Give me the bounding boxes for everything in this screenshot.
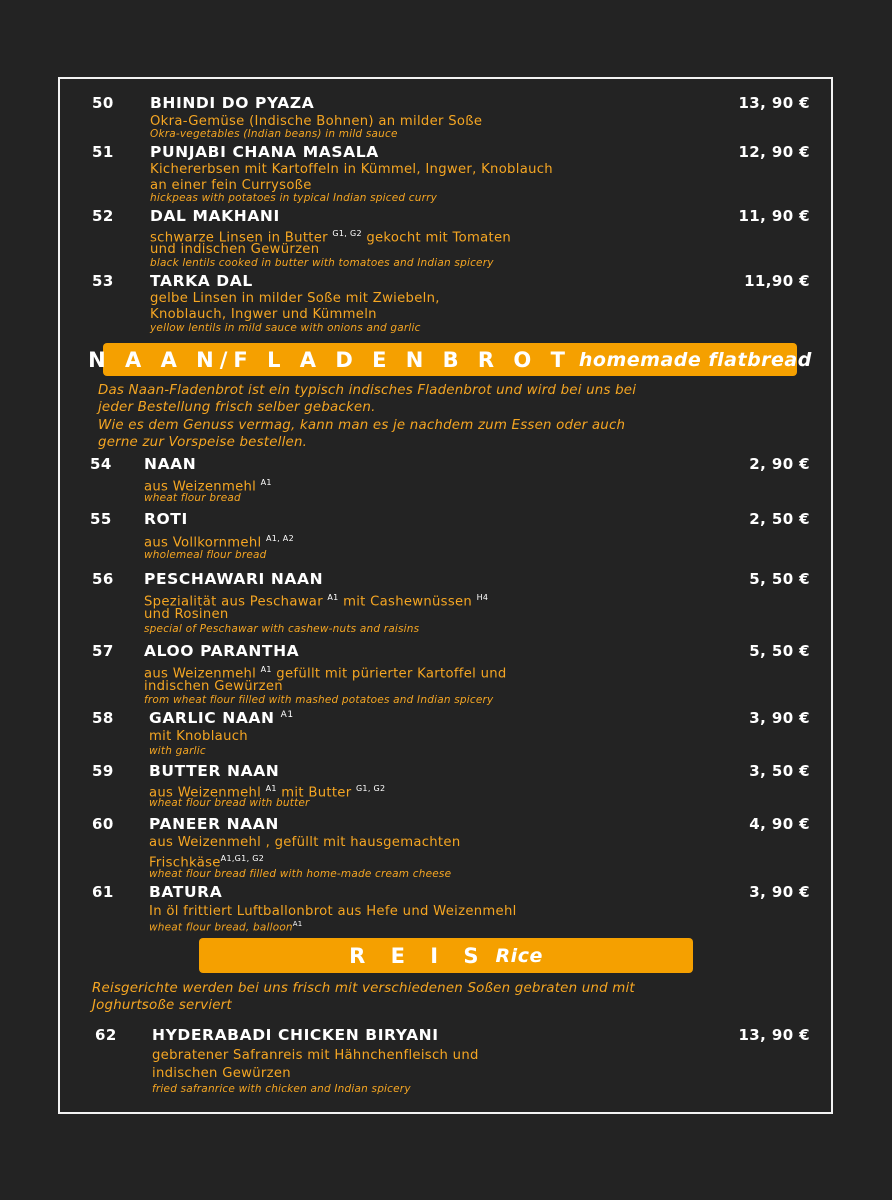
item-description-de: aus Weizenmehl $^{A1}$ mit Butter $^{G1, G2}$: [149, 784, 386, 801]
item-description-de: Kichererbsen mit Kartoffeln in Kümmel, Ingwer, Knoblauch: [150, 162, 553, 177]
item-name: NAAN: [144, 455, 197, 473]
item-name: HYDERABADI CHICKEN BIRYANI: [152, 1026, 439, 1044]
item-description-de: und indischen Gewürzen: [150, 242, 320, 257]
item-description-en: black lentils cooked in butter with tomatoes and Indian spicery: [150, 257, 494, 269]
item-number: 56: [92, 570, 114, 588]
item-description-de: aus Weizenmehl $^{A1}$ gefüllt mit pürierter Kartoffel und: [144, 665, 507, 682]
item-price: 5, 50 €: [749, 642, 810, 660]
item-description-en: wheat flour bread filled with home-made cream cheese: [149, 868, 452, 880]
item-number: 51: [92, 143, 114, 161]
item-number: 57: [92, 642, 114, 660]
item-number: 61: [92, 883, 114, 901]
item-name: BATURA: [149, 883, 223, 901]
item-description-en: hickpeas with potatoes in typical Indian spiced curry: [150, 192, 438, 204]
item-description-en: Okra-vegetables (Indian beans) in mild sauce: [150, 128, 398, 140]
naan-section-title: N A A N/F L A D E N B R O T: [88, 347, 571, 372]
item-number: 62: [95, 1026, 117, 1044]
item-description-de: und Rosinen: [144, 607, 229, 622]
item-description-de: gelbe Linsen in milder Soße mit Zwiebeln,: [150, 291, 440, 306]
item-description-de: Knoblauch, Ingwer und Kümmeln: [150, 307, 377, 322]
rice-section-title: R E I S: [349, 943, 488, 968]
rice-section-subtitle: Rice: [495, 944, 543, 967]
item-description-en: wheat flour bread: [144, 492, 241, 504]
item-price: 3, 50 €: [749, 762, 810, 780]
item-description-de: Okra-Gemüse (Indische Bohnen) an milder Soße: [150, 114, 483, 129]
item-price: 11, 90 €: [738, 207, 810, 225]
item-number: 55: [90, 510, 112, 528]
item-number: 58: [92, 709, 114, 727]
item-description-de: aus Vollkornmehl $^{A1, A2}$: [144, 534, 294, 551]
naan-section-subtitle: homemade flatbread: [578, 348, 812, 371]
item-name: PESCHAWARI NAAN: [144, 570, 324, 588]
item-name: DAL MAKHANI: [150, 207, 280, 225]
item-name: PUNJABI CHANA MASALA: [150, 143, 379, 161]
item-description-de: schwarze Linsen in Butter $^{G1, G2}$ gekocht mit Tomaten: [150, 229, 512, 246]
item-price: 2, 50 €: [749, 510, 810, 528]
item-description-de: gebratener Safranreis mit Hähnchenfleisch und: [152, 1048, 479, 1063]
item-description-de: mit Knoblauch: [149, 729, 248, 744]
item-name: ROTI: [144, 510, 188, 528]
rice-section-intro: Reisgerichte werden bei uns frisch mit verschiedenen Soßen gebraten und mit Joghurtsoße serviert: [92, 981, 635, 1014]
item-description-en: yellow lentils in mild sauce with onions and garlic: [150, 322, 421, 334]
item-price: 12, 90 €: [738, 143, 810, 161]
rice-section-banner: [199, 938, 693, 973]
item-description-en: fried safranrice with chicken and Indian spicery: [152, 1083, 411, 1095]
naan-section-banner: [88, 343, 812, 376]
item-description-en: wheat flour bread with butter: [149, 797, 310, 809]
item-number: 50: [92, 94, 114, 112]
item-name: BUTTER NAAN: [149, 762, 280, 780]
item-description-en: with garlic: [149, 745, 206, 757]
item-name: GARLIC NAAN $^{A1}$: [149, 709, 294, 727]
item-number: 54: [90, 455, 112, 473]
item-name: PANEER NAAN: [149, 815, 279, 833]
item-description-en: special of Peschawar with cashew-nuts and raisins: [144, 623, 420, 635]
item-description-de: In öl frittiert Luftballonbrot aus Hefe und Weizenmehl: [149, 904, 517, 919]
item-price: 3, 90 €: [749, 883, 810, 901]
item-price: 13, 90 €: [738, 1026, 810, 1044]
item-description-en: wheat flour bread, balloon$^{A1}$: [149, 920, 303, 934]
item-description-en: from wheat flour filled with mashed potatoes and Indian spicery: [144, 694, 494, 706]
item-price: 5, 50 €: [749, 570, 810, 588]
item-number: 53: [92, 272, 114, 290]
item-price: 13, 90 €: [738, 94, 810, 112]
item-description-de: aus Weizenmehl , gefüllt mit hausgemachten: [149, 835, 461, 850]
item-description-de: an einer fein Currysoße: [150, 178, 312, 193]
item-description-de: aus Weizenmehl $^{A1}$: [144, 478, 272, 495]
item-number: 59: [92, 762, 114, 780]
item-name: BHINDI DO PYAZA: [150, 94, 315, 112]
item-description-de: indischen Gewürzen: [152, 1066, 291, 1081]
item-description-en: wholemeal flour bread: [144, 549, 267, 561]
item-description-de: indischen Gewürzen: [144, 679, 283, 694]
item-name: ALOO PARANTHA: [144, 642, 300, 660]
item-price: 3, 90 €: [749, 709, 810, 727]
item-name: TARKA DAL: [150, 272, 253, 290]
item-price: 4, 90 €: [749, 815, 810, 833]
item-number: 52: [92, 207, 114, 225]
item-number: 60: [92, 815, 114, 833]
naan-section-intro: Das Naan-Fladenbrot ist ein typisch indisches Fladenbrot und wird bei uns bei jeder Bestellung frisch selber gebacken. Wie es dem Genuss vermag, kann man es je nachdem zum Essen oder auch gerne zur Vorspeise bestellen.: [98, 383, 637, 450]
item-price: 2, 90 €: [749, 455, 810, 473]
item-description-de: Frischkäse$^{A1,G1, G2}$: [149, 854, 265, 871]
item-price: 11,90 €: [744, 272, 810, 290]
item-description-de: Spezialität aus Peschawar $^{A1}$ mit Cashewnüssen $^{H4}$: [144, 593, 489, 610]
